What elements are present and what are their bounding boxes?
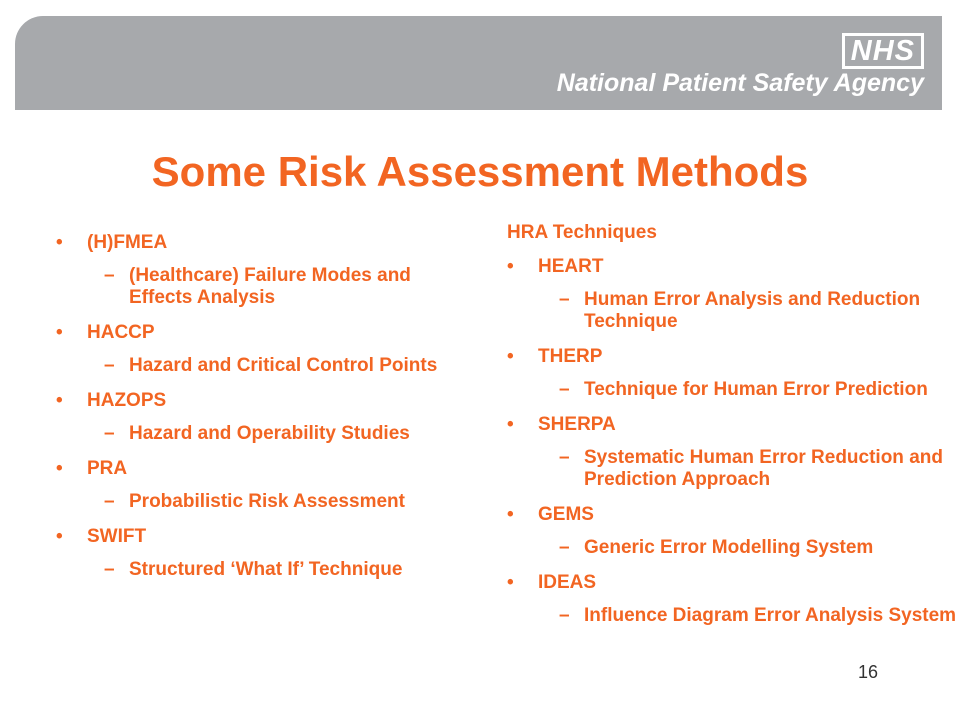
bullet: • (56, 526, 63, 547)
method-detail: Human Error Analysis and Reduction Technique (584, 289, 921, 332)
nhs-logo: NHS (842, 33, 924, 69)
list-item (56, 232, 451, 254)
list-item (56, 390, 451, 412)
bullet: • (507, 572, 514, 593)
dash: – (104, 559, 115, 580)
bullet: • (507, 346, 514, 367)
list-item (56, 526, 451, 548)
method-detail: Hazard and Operability Studies (129, 423, 410, 444)
method-detail: Hazard and Critical Control Points (129, 355, 438, 376)
bullet: • (56, 232, 63, 253)
bullet: • (507, 256, 514, 277)
method-detail: (Healthcare) Failure Modes and Effects Analysis (129, 265, 411, 308)
method-label: SWIFT (87, 526, 147, 547)
dash: – (104, 265, 115, 286)
dash: – (104, 423, 115, 444)
list-item (507, 572, 957, 594)
list-item (56, 322, 451, 344)
list-subitem (507, 605, 957, 627)
method-detail: Probabilistic Risk Assessment (129, 491, 405, 512)
list-item (507, 504, 957, 526)
dash: – (559, 537, 570, 558)
method-label: HACCP (87, 322, 155, 343)
dash: – (559, 289, 570, 310)
method-label: HAZOPS (87, 390, 167, 411)
bullet: • (507, 504, 514, 525)
list-subitem (56, 265, 451, 309)
list-item (507, 346, 957, 368)
method-detail: Systematic Human Error Reduction and Prediction Approach (584, 447, 943, 490)
method-label: THERP (538, 346, 603, 367)
dash: – (104, 491, 115, 512)
organization-name: National Patient Safety Agency (556, 69, 924, 97)
method-detail: Influence Diagram Error Analysis System (584, 605, 957, 626)
method-label: IDEAS (538, 572, 597, 593)
slide-title: Some Risk Assessment Methods (151, 148, 809, 195)
list-subitem (507, 379, 957, 401)
list-subitem (56, 355, 451, 377)
list-subitem (507, 537, 957, 559)
list-subitem (56, 423, 451, 445)
header-band (15, 16, 942, 110)
method-label: HEART (538, 256, 604, 277)
list-item (507, 414, 957, 436)
dash: – (559, 605, 570, 626)
method-label: GEMS (538, 504, 594, 525)
method-label: PRA (87, 458, 128, 479)
bullet: • (56, 390, 63, 411)
bullet: • (507, 414, 514, 435)
list-subitem (56, 559, 451, 581)
method-detail: Technique for Human Error Prediction (584, 379, 928, 400)
method-detail: Structured ‘What If’ Technique (129, 559, 403, 580)
right-column (507, 222, 957, 640)
list-subitem (507, 447, 957, 491)
dash: – (104, 355, 115, 376)
method-label: (H)FMEA (87, 232, 168, 253)
method-label: SHERPA (538, 414, 616, 435)
column-heading: HRA Techniques (507, 222, 657, 243)
list-item (507, 256, 957, 278)
page-number: 16 (858, 662, 879, 682)
bullet: • (56, 458, 63, 479)
list-item (56, 458, 451, 480)
left-column (56, 232, 451, 594)
list-subitem (56, 491, 451, 513)
method-detail: Generic Error Modelling System (584, 537, 874, 558)
bullet: • (56, 322, 63, 343)
dash: – (559, 379, 570, 400)
list-subitem (507, 289, 957, 333)
dash: – (559, 447, 570, 468)
